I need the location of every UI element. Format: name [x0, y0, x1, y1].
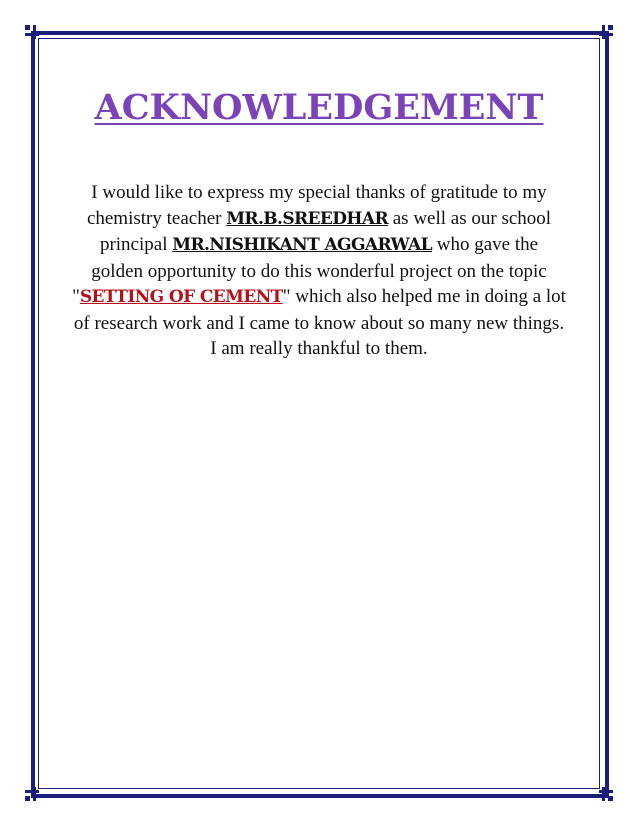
corner-ornament-top-right: [599, 25, 613, 39]
paragraph-text-1: I would like to express my special thanks of gratitude to my chemistry teacher: [86, 182, 547, 229]
project-topic: SETTING OF CEMENT: [79, 287, 283, 307]
paragraph-text-4: " which also helped me in doing a lot of research work and I came to know about so many new things. I am really thankful to them.: [73, 286, 566, 359]
teacher-name: MR.B.SREEDHAR: [226, 208, 388, 229]
page-border-inner: [38, 38, 600, 789]
principal-name: MR.NISHIKANT AGGARWAL: [172, 235, 432, 255]
paragraph-text-2: as well as our school principal: [99, 207, 552, 255]
page-title: [0, 86, 638, 130]
acknowledgement-paragraph: [72, 180, 566, 362]
corner-ornament-bottom-right: [599, 787, 613, 801]
corner-ornament-top-left: [25, 25, 39, 39]
page-title-text: ACKNOWLEDGEMENT: [94, 87, 544, 128]
corner-ornament-bottom-left: [25, 787, 39, 801]
paragraph-text-3: who gave the golden opportunity to do this wonderful project on the topic ": [72, 234, 547, 307]
